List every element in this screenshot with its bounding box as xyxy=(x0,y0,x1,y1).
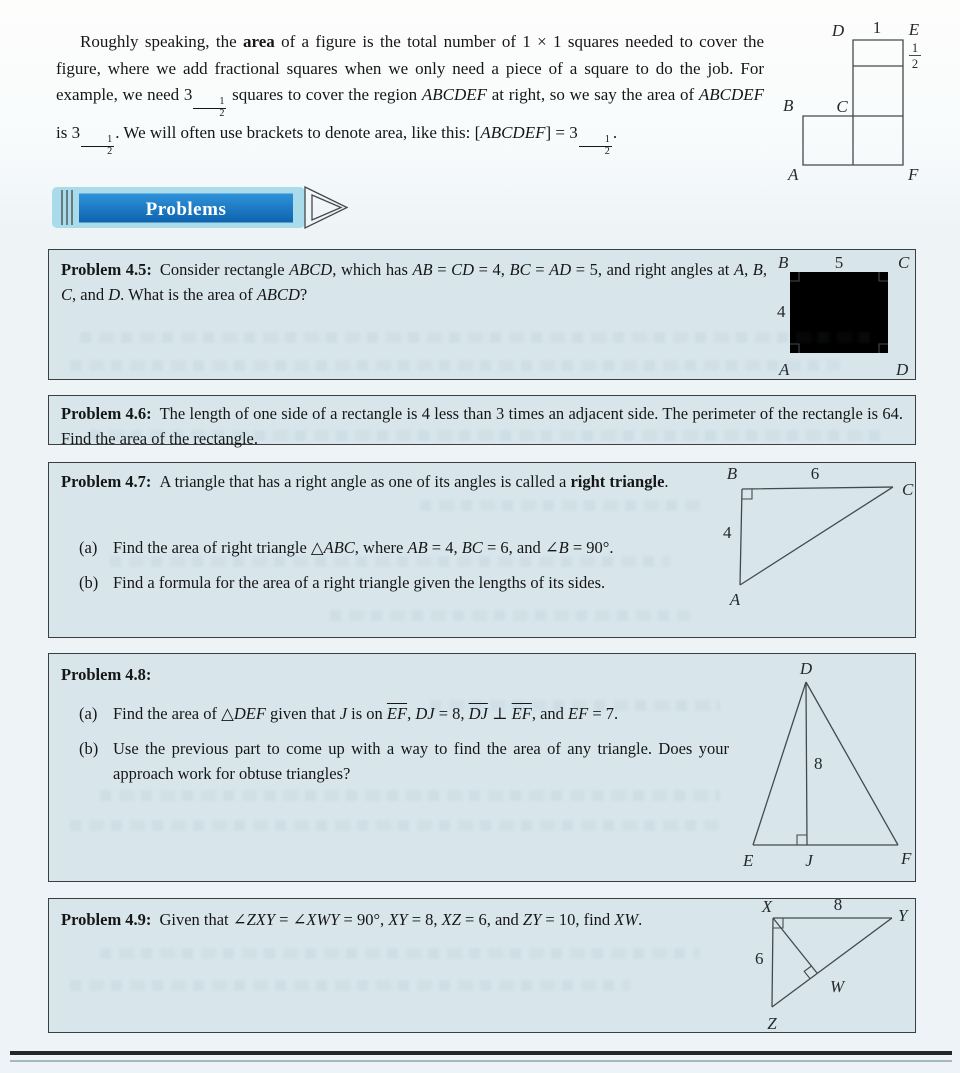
figure-lshape-abcdef xyxy=(780,10,960,185)
label-6: 6 xyxy=(810,465,820,483)
text-segment: XWY xyxy=(306,910,340,929)
text-segment: BC xyxy=(461,538,483,557)
text-segment: XZ xyxy=(441,910,461,929)
text-segment: $\overline{EF}$ xyxy=(386,704,408,723)
problem-4-5-title: Problem 4.5: xyxy=(61,260,152,279)
label-4: 4 xyxy=(777,302,786,321)
problem-4-5-statement xyxy=(61,260,767,304)
label-C: C xyxy=(836,97,848,116)
text-segment: B xyxy=(752,260,763,279)
text-segment: DEF xyxy=(233,704,266,723)
text-segment: = 90°, xyxy=(339,910,389,929)
label-one: 1 xyxy=(872,18,882,37)
text-segment: , which has xyxy=(332,260,413,279)
text-segment: ? xyxy=(299,285,308,304)
text-segment: J xyxy=(339,704,348,723)
label-E: E xyxy=(743,851,754,870)
text-segment: . xyxy=(664,472,669,491)
text-segment: = 7. xyxy=(588,704,619,723)
label-A: A xyxy=(788,165,799,184)
problems-banner xyxy=(50,184,350,232)
text-segment: AB xyxy=(412,260,433,279)
text-segment: A triangle that has a right angle as one of its angles is called a xyxy=(159,472,571,491)
text-segment: = ∠ xyxy=(275,910,307,929)
item-a-marker: (a) xyxy=(79,704,98,723)
problem-4-8-items xyxy=(79,701,731,786)
problem-4-7-title: Problem 4.7: xyxy=(61,472,152,491)
label-Y: Y xyxy=(898,906,908,925)
label-half-num: 1 xyxy=(911,41,919,55)
label-4: 4 xyxy=(723,523,732,542)
item-b-text xyxy=(113,736,729,786)
text-segment: ABCDEF xyxy=(698,85,764,104)
label-F: F xyxy=(901,849,912,868)
item-b xyxy=(79,570,731,595)
text-segment: . We will often use brackets to denote area, like this: [ xyxy=(115,122,481,142)
text-segment: given that xyxy=(265,704,340,723)
label-6: 6 xyxy=(755,949,764,968)
rectangle-outline xyxy=(790,272,888,353)
text-segment: ABCDEF xyxy=(480,122,546,142)
text-segment: AB xyxy=(407,538,428,557)
text-segment: The length of one side of a rectangle is 4 less than 3 times an adjacent side. The perimeter of the rectangle is 64. Find the area of the rectangle. xyxy=(61,404,903,448)
text-segment: = 8, xyxy=(407,910,442,929)
text-segment: ] = 3 xyxy=(545,122,578,142)
text-segment: Use the previous part to come up with a way to find the area of any triangle. Does your approach work for obtuse triangles? xyxy=(113,739,729,783)
intro-paragraph xyxy=(56,29,764,157)
item-a-text xyxy=(113,535,727,560)
item-b-marker: (b) xyxy=(79,739,99,758)
problem-4-7-items xyxy=(79,535,731,595)
text-segment: Find a formula for the area of a right triangle given the lengths of its sides. xyxy=(113,573,606,592)
problem-4-7-text xyxy=(61,469,729,494)
problem-4-8-title: Problem 4.8: xyxy=(61,665,152,684)
item-a-marker: (a) xyxy=(79,538,98,557)
text-segment: ABC xyxy=(323,538,355,557)
text-segment: Consider rectangle xyxy=(159,260,290,279)
problem-4-7-statement xyxy=(159,472,668,491)
text-segment: ABCD xyxy=(289,260,333,279)
text-segment: DJ xyxy=(415,704,435,723)
label-A: A xyxy=(779,360,790,379)
text-segment: B xyxy=(558,538,569,557)
triangle-edges xyxy=(753,682,898,845)
text-segment: ZY xyxy=(522,910,542,929)
banner-label: Problems xyxy=(145,199,227,220)
text-segment: A xyxy=(733,260,745,279)
text-segment: BC xyxy=(509,260,531,279)
problem-4-9-statement xyxy=(159,910,642,929)
text-segment: Find the area of right triangle △ xyxy=(113,538,324,557)
text-segment: = 4, xyxy=(427,538,462,557)
label-X: X xyxy=(761,897,773,916)
text-segment: of a figure is the total number of 1 × 1 squares needed to cover the figure, where we add fractional squares when we only need a piece of a square to do the job. For example, we need 3 xyxy=(56,32,764,104)
label-D: D xyxy=(896,360,909,379)
fraction: $\frac{1}{2}$ xyxy=(81,135,114,157)
text-segment: AD xyxy=(549,260,572,279)
label-B: B xyxy=(783,96,794,115)
label-5: 5 xyxy=(834,253,844,272)
text-segment: , where xyxy=(354,538,408,557)
text-segment: = 90°. xyxy=(568,538,614,557)
label-A: A xyxy=(729,590,741,609)
label-B: B xyxy=(726,465,738,483)
text-segment: . xyxy=(638,910,643,929)
text-segment: $\overline{EF}$ xyxy=(511,704,532,723)
figure-right-triangle-abc xyxy=(715,465,920,625)
text-segment: ABCDEF xyxy=(421,85,488,104)
bottom-rule-thick xyxy=(10,1051,952,1055)
text-segment: area xyxy=(242,32,275,51)
text-segment: Find the area of △ xyxy=(113,704,234,723)
problem-4-9-title: Problem 4.9: xyxy=(61,910,152,929)
label-W: W xyxy=(830,977,845,996)
text-segment: = 10, find xyxy=(541,910,615,929)
problem-4-6-statement xyxy=(61,404,903,448)
text-segment: , xyxy=(744,260,753,279)
text-segment: squares to cover the region xyxy=(227,85,422,104)
label-F: F xyxy=(908,165,919,184)
problem-4-9-text xyxy=(61,907,757,932)
fraction: $\frac{1}{2}$ xyxy=(579,135,612,157)
text-segment: is 3 xyxy=(56,122,81,142)
figure-triangle-xyzw xyxy=(745,895,930,1043)
text-segment: ZXY xyxy=(246,910,276,929)
text-segment: CD xyxy=(451,260,475,279)
label-D: D xyxy=(799,660,813,678)
text-segment: , and xyxy=(531,704,569,723)
text-segment: . xyxy=(612,122,618,142)
fraction: $\frac{1}{2}$ xyxy=(193,97,226,119)
text-segment: = 6, and xyxy=(460,910,523,929)
text-segment: EF xyxy=(568,704,589,723)
text-segment: ⊥ xyxy=(487,704,512,723)
text-segment: = xyxy=(432,260,452,279)
text-segment: . What is the area of xyxy=(120,285,257,304)
text-segment: $\overline{DJ}$ xyxy=(468,704,488,723)
triangle-edges xyxy=(740,487,893,585)
label-8: 8 xyxy=(814,754,823,773)
text-segment: , and xyxy=(72,285,109,304)
text-segment: = 8, xyxy=(434,704,469,723)
item-a-text xyxy=(113,701,729,726)
text-segment: is on xyxy=(347,704,387,723)
text-segment: at right, so we say the area of xyxy=(487,85,699,104)
problem-4-6-title: Problem 4.6: xyxy=(61,404,152,423)
text-segment: , xyxy=(762,260,768,279)
label-E: E xyxy=(908,20,920,39)
item-b xyxy=(79,736,731,786)
text-segment: = 4, xyxy=(474,260,510,279)
right-angle-mark-W xyxy=(804,966,811,978)
text-segment: ABCD xyxy=(256,285,300,304)
text-segment: D xyxy=(108,285,121,304)
problem-4-6-box xyxy=(48,395,916,448)
label-B: B xyxy=(778,253,789,272)
text-segment: Roughly speaking, the xyxy=(80,32,243,51)
label-C: C xyxy=(902,480,914,499)
text-segment: C xyxy=(61,285,73,304)
text-segment: right triangle xyxy=(570,472,665,491)
item-b-marker: (b) xyxy=(79,573,99,592)
text-segment: , xyxy=(407,704,416,723)
problem-4-5-text xyxy=(61,257,767,307)
problem-4-8-text xyxy=(61,662,731,687)
item-b-text xyxy=(113,570,727,595)
label-8: 8 xyxy=(833,895,843,914)
text-segment: = xyxy=(530,260,550,279)
label-J: J xyxy=(805,851,813,870)
label-D: D xyxy=(831,21,845,40)
label-half-den: 2 xyxy=(911,57,919,71)
text-segment: = 5, and right angles at xyxy=(571,260,734,279)
lshape-gridlines xyxy=(853,66,903,165)
text-segment: = 6, and ∠ xyxy=(482,538,559,557)
label-C: C xyxy=(898,253,910,272)
right-angle-mark-B xyxy=(742,489,752,499)
item-a xyxy=(79,535,731,560)
item-a xyxy=(79,701,731,726)
figure-rectangle-abcd xyxy=(770,252,920,380)
bottom-rule-thin xyxy=(10,1060,952,1062)
pencil-tip-point xyxy=(312,195,341,220)
figure-triangle-def xyxy=(735,660,920,875)
problem-4-6-text xyxy=(61,401,903,451)
text-segment: XY xyxy=(388,910,408,929)
text-segment: Given that ∠ xyxy=(159,910,247,929)
label-Z: Z xyxy=(767,1014,777,1033)
right-angle-mark-J xyxy=(797,835,807,845)
text-segment: XW xyxy=(614,910,639,929)
